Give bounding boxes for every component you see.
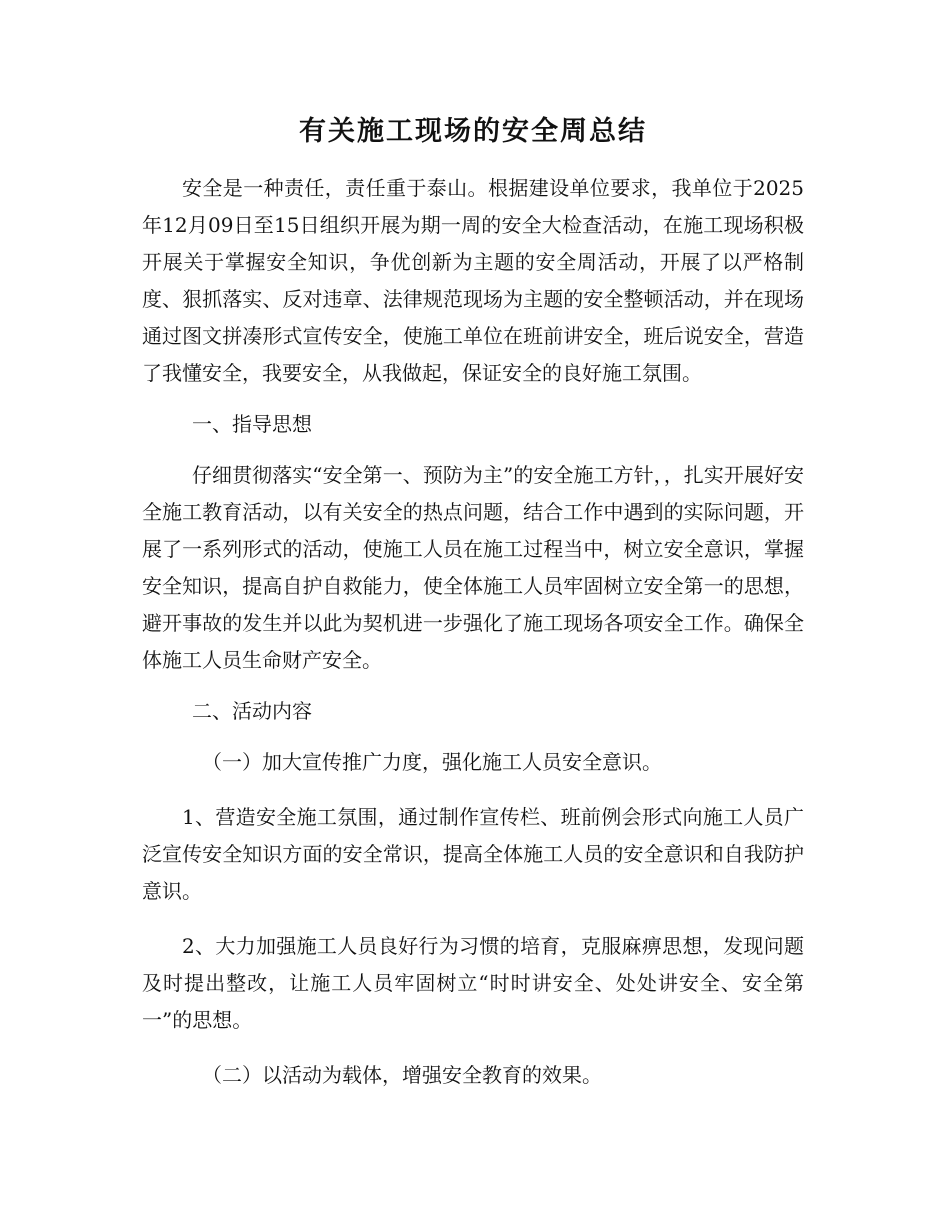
spacer <box>142 392 804 406</box>
guiding-ideology-paragraph: 仔细贯彻落实“安全第一、预防为主”的安全施工方针，，扎实开展好安全施工教育活动，以有关安全的热点问题，结合工作中遇到的实际问题，开展了一系列形式的活动，使施工人员在施工过程当中，树立安全意识，掌握安全知识，提高自护自救能力，使全体施工人员牢固树立安全第一的思想，避开事故的发生并以此为契机进一步强化了施工现场各项安全工作。确保全体施工人员生命财产安全。 <box>142 463 804 672</box>
spacer <box>142 781 804 799</box>
spacer <box>142 679 804 693</box>
document-body <box>142 108 804 1094</box>
subsection-heading-publicity: （一）加大宣传推广力度，强化施工人员安全意识。 <box>202 750 662 774</box>
spacer <box>142 1039 804 1057</box>
section-heading-guiding-ideology: 一、指导思想 <box>192 412 312 436</box>
document-title: 有关施工现场的安全周总结 <box>299 116 647 147</box>
list-item-2: 2、大力加强施工人员良好行为习惯的培育，克服麻痹思想，发现问题及时提出整改，让施工人员牢固树立“时时讲安全、处处讲安全、安全第一”的思想。 <box>142 934 804 1032</box>
subsection-heading-activities: （二）以活动为载体，增强安全教育的效果。 <box>202 1063 602 1087</box>
spacer <box>142 730 804 744</box>
list-item-1: 1、营造安全施工氛围，通过制作宣传栏、班前例会形式向施工人员广泛宣传安全知识方面的安全常识，提高全体施工人员的安全意识和自我防护意识。 <box>142 805 804 903</box>
spacer <box>142 910 804 928</box>
spacer <box>142 443 804 457</box>
section-heading-activity-content: 二、活动内容 <box>192 699 312 723</box>
intro-paragraph: 安全是一种责任，责任重于泰山。根据建设单位要求，我单位于2025年12月09日至15日组织开展为期一周的安全大检查活动，在施工现场积极开展关于掌握安全知识，争优创新为主题的安全周活动，开展了以严格制度、狠抓落实、反对违章、法律规范现场为主题的安全整顿活动，并在现场通过图文拼凑形式宣传安全，使施工单位在班前讲安全，班后说安全，营造了我懂安全，我要安全，从我做起，保证安全的良好施工氛围。 <box>142 176 804 385</box>
